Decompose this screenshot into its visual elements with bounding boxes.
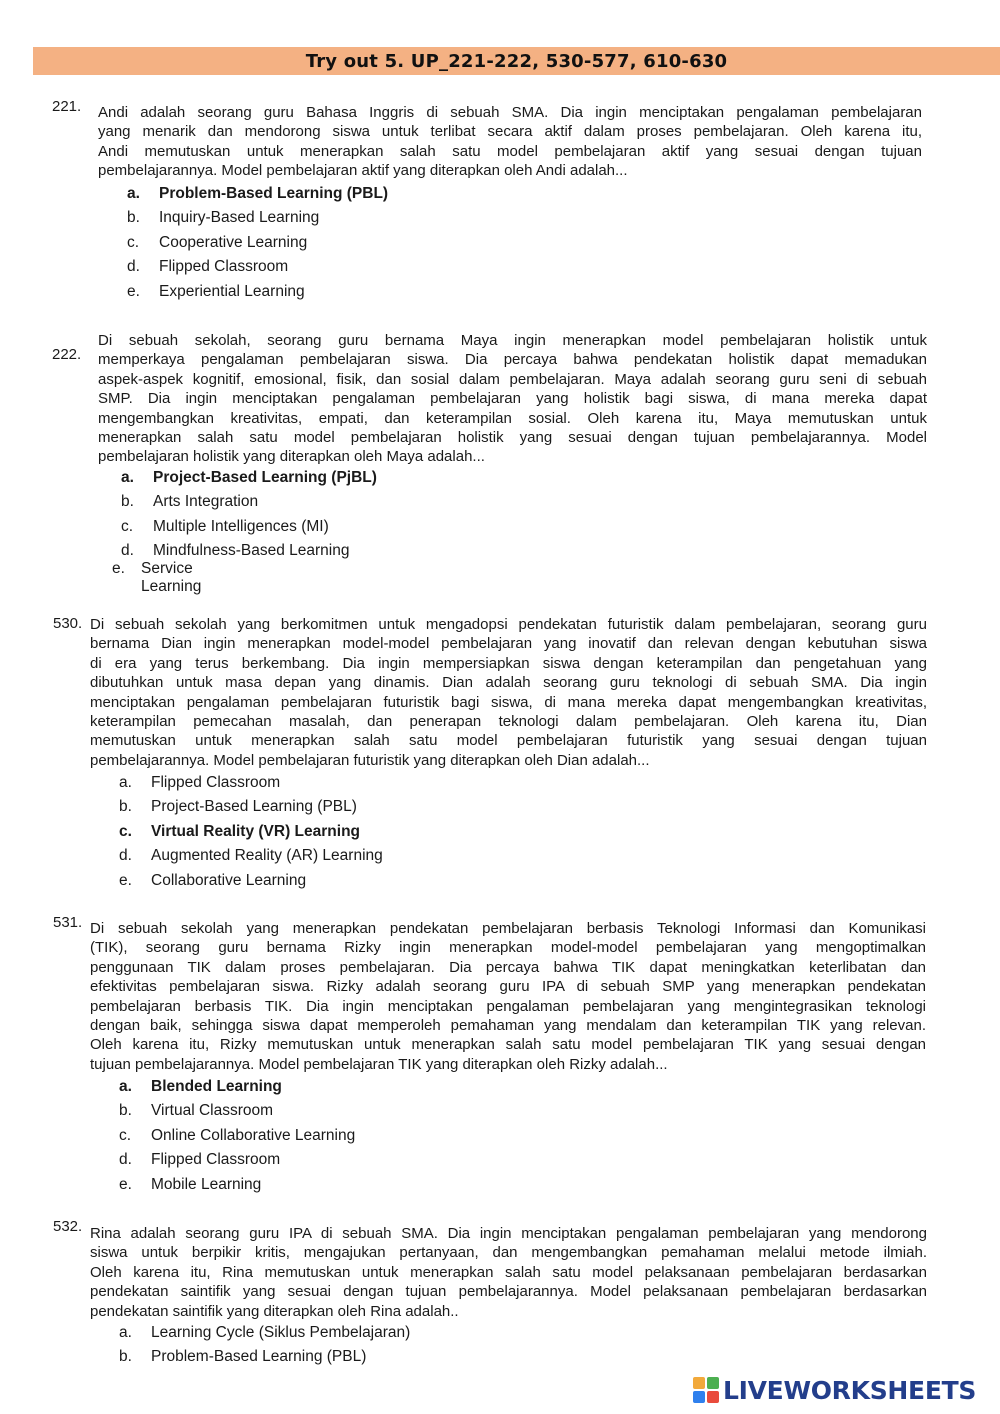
option-letter: a. (127, 185, 140, 202)
option-c[interactable] (119, 820, 383, 844)
stem-line: efektivitas pembelajaran siswa. Rizky adalah seorang guru IPA di sebuah SMP yang menerapkan pendekatan (90, 978, 926, 996)
stem-line: penggunaan TIK dalam proses pembelajaran. Dia percaya bahwa TIK dapat meningkatkan keterlibatan dan (90, 958, 926, 976)
stem-line: tujuan pembelajarannya. Model pembelajaran TIK yang diterapkan oleh Rizky adalah... (90, 1055, 668, 1073)
question-stem (98, 103, 922, 181)
option-b[interactable] (127, 206, 388, 230)
option-text: Experiential Learning (159, 282, 305, 300)
page-title: Try out 5. UP_221-222, 530-577, 610-630 (305, 50, 728, 72)
stem-line: (TIK), seorang guru bernama Rizky ingin menerapkan model-model pembelajaran yang mengoptimalkan (90, 939, 926, 957)
option-letter: e. (127, 282, 140, 300)
option-e[interactable] (119, 869, 383, 893)
stem-line: bernama Dian ingin menerapkan model-model pembelajaran yang inovatif dan relevan dengan kebutuhan siswa (90, 635, 927, 653)
stem-line: Andi memutuskan untuk menerapkan salah satu model pembelajaran aktif yang sesuai dengan tujuan (98, 142, 922, 160)
question-number: 222. (52, 346, 82, 363)
option-text: Inquiry-Based Learning (159, 209, 320, 227)
option-letter: a. (121, 469, 134, 486)
option-letter: b. (119, 1102, 132, 1120)
stem-line: pembelajarannya. Model pembelajaran futuristik yang diterapkan oleh Dian adalah... (90, 751, 650, 769)
option-letter: c. (119, 822, 132, 840)
option-text: Problem-Based Learning (PBL) (159, 185, 389, 202)
option-letter: a. (119, 1324, 132, 1341)
stem-line: menerapkan salah satu model pembelajaran holistik yang sesuai dengan tujuan pembelajarannya. Model (98, 429, 927, 447)
option-letter: a. (119, 1078, 132, 1095)
option-d[interactable] (119, 844, 383, 868)
option-text: Service (141, 560, 193, 577)
stem-line: dibutuhkan untuk masa depan yang dinamis. Dian adalah seorang guru teknologi di sebuah SMA. Dia ingin (90, 674, 927, 692)
option-text: Augmented Reality (AR) Learning (151, 847, 383, 865)
option-e[interactable] (119, 1173, 355, 1197)
option-c[interactable] (127, 231, 388, 255)
option-text: Flipped Classroom (151, 1151, 281, 1169)
option-text: Online Collaborative Learning (151, 1126, 356, 1144)
options-list (119, 1075, 355, 1197)
stem-line: mengembangkan kreativitas, empati, dan keterampilan sosial. Oleh karena itu, Maya memutuskan untuk (98, 409, 927, 427)
option-e[interactable] (112, 560, 201, 595)
stem-line: pembelajaran holistik yang diterapkan oleh Maya adalah... (98, 448, 485, 466)
option-text: Blended Learning (151, 1078, 282, 1095)
option-a[interactable] (121, 466, 377, 490)
option-text: Mindfulness-Based Learning (153, 542, 350, 560)
stem-line: memperkaya pengalaman pembelajaran siswa. Dia percaya bahwa pendekatan holistik dapat memadukan (98, 351, 927, 369)
options-list (119, 1321, 410, 1370)
question-number: 532. (53, 1218, 83, 1235)
option-text: Virtual Classroom (151, 1102, 274, 1120)
option-text: Cooperative Learning (159, 233, 308, 251)
option-b[interactable] (119, 1345, 410, 1369)
question-stem (90, 615, 927, 770)
question-number: 530. (53, 615, 83, 632)
stem-line: Rina adalah seorang guru IPA di sebuah SMA. Dia ingin menciptakan pengalaman pembelajaran yang mendorong (90, 1225, 927, 1242)
option-b[interactable] (121, 490, 377, 514)
logo-icon (693, 1377, 719, 1403)
stem-line: Andi adalah seorang guru Bahasa Inggris di sebuah SMA. Dia ingin menciptakan pengalaman pembelajaran (98, 104, 922, 121)
option-letter: e. (119, 871, 132, 889)
stem-line: Di sebuah sekolah yang berkomitmen untuk mengadopsi pendekatan futuristik dalam pembelajaran, seorang guru (90, 616, 927, 633)
option-text: Flipped Classroom (159, 258, 289, 276)
option-letter: b. (121, 493, 134, 511)
option-text: Arts Integration (153, 493, 259, 511)
stem-line: pembelajarannya. Model pembelajaran aktif yang diterapkan oleh Andi adalah... (98, 162, 628, 180)
option-text: Learning Cycle (Siklus Pembelajaran) (151, 1324, 411, 1341)
option-d[interactable] (119, 1148, 355, 1172)
stem-line: Di sebuah sekolah yang menerapkan pendekatan pembelajaran berbasis Teknologi Informasi dan Komunikasi (90, 920, 926, 937)
stem-line: pembelajaran berbasis TIK. Dia ingin menciptakan pengalaman pembelajaran yang mengintegrasikan teknologi (90, 997, 926, 1015)
option-a[interactable] (119, 1075, 355, 1099)
logo-square (693, 1377, 705, 1389)
brand-name: LIVEWORKSHEETS (723, 1375, 977, 1405)
stem-line: pendekatan saintifik yang sesuai dengan tujuan pembelajarannya. Model pelaksanaan pembelajaran berdasarkan (90, 1283, 927, 1301)
stem-line: memutuskan untuk menerapkan salah satu model pembelajaran futuristik yang sesuai dengan tujuan (90, 732, 927, 750)
option-a[interactable] (119, 1321, 410, 1345)
option-text: Multiple Intelligences (MI) (153, 517, 329, 535)
stem-line: pendekatan saintifik yang diterapkan oleh Rina adalah.. (90, 1302, 459, 1320)
option-letter: b. (119, 798, 132, 816)
options-list (119, 771, 383, 893)
question-number: 531. (53, 914, 83, 931)
liveworksheets-logo[interactable] (693, 1374, 976, 1406)
option-letter: e. (112, 560, 125, 577)
logo-square (707, 1391, 719, 1403)
stem-line: Oleh karena itu, Rizky memutuskan untuk menerapkan salah satu model pembelajaran TIK yang sesuai dengan (90, 1036, 926, 1054)
stem-line: Di sebuah sekolah, seorang guru bernama Maya ingin menerapkan model pembelajaran holistik untuk (98, 332, 927, 349)
option-text: Project-Based Learning (PBL) (151, 798, 357, 816)
option-letter: e. (119, 1175, 132, 1193)
question-number: 221. (52, 98, 82, 115)
logo-square (693, 1391, 705, 1403)
option-a[interactable] (119, 771, 383, 795)
header-bar (33, 47, 1000, 75)
stem-line: keterampilan pemecahan masalah, dan penerapan teknologi dalam pembelajaran. Oleh karena itu, Dian (90, 713, 927, 731)
option-letter: d. (127, 258, 140, 276)
stem-line: di era yang terus berkembang. Dia ingin mempersiapkan siswa dengan keterampilan dan pengetahuan yang (90, 654, 927, 672)
option-letter: d. (121, 542, 134, 560)
option-letter: b. (127, 209, 140, 227)
stem-line: menciptakan pengalaman pembelajaran futuristik bagi siswa, di mana mereka dapat mengembangkan kreativitas, (90, 693, 927, 711)
option-text: Learning (141, 577, 202, 595)
option-text: Collaborative Learning (151, 871, 307, 889)
option-b[interactable] (119, 1099, 355, 1123)
option-e[interactable] (127, 280, 388, 304)
question-stem (90, 919, 926, 1074)
option-letter: c. (121, 517, 134, 535)
option-d[interactable] (127, 255, 388, 279)
stem-line: siswa untuk berpikir kritis, mengajukan pertanyaan, dan mengembangkan pemahaman melalui metode ilmiah. (90, 1244, 927, 1262)
option-text: Mobile Learning (151, 1175, 262, 1193)
option-text: Project-Based Learning (PjBL) (153, 469, 377, 486)
options-list (121, 466, 377, 564)
logo-square (707, 1377, 719, 1389)
option-letter: c. (127, 233, 140, 251)
option-letter: d. (119, 1151, 132, 1169)
option-letter: d. (119, 847, 132, 865)
option-c[interactable] (119, 1124, 355, 1148)
stem-line: SMP. Dia ingin menciptakan pengalaman pembelajaran yang holistik bagi siswa, di mana mereka dapat (98, 390, 927, 408)
option-letter: a. (119, 774, 132, 791)
option-text: Problem-Based Learning (PBL) (151, 1348, 367, 1366)
option-text: Flipped Classroom (151, 774, 281, 791)
question-stem (90, 1224, 927, 1321)
option-text: Virtual Reality (VR) Learning (151, 822, 361, 840)
stem-line: dengan baik, sehingga siswa dapat memperoleh pemahaman yang mendalam dan keterampilan TIK yang relevan. (90, 1017, 926, 1035)
option-letter: c. (119, 1126, 132, 1144)
options-list (127, 182, 388, 304)
stem-line: yang menarik dan mendorong siswa untuk terlibat secara aktif dalam proses pembelajaran. Oleh karena itu, (98, 123, 922, 141)
option-c[interactable] (121, 515, 377, 539)
option-b[interactable] (119, 795, 383, 819)
option-letter: b. (119, 1348, 132, 1366)
option-a[interactable] (127, 182, 388, 206)
question-stem (98, 331, 927, 467)
stem-line: Oleh karena itu, Rina memutuskan untuk menerapkan salah satu model pelaksanaan pembelajaran berdasarkan (90, 1263, 927, 1281)
stem-line: aspek-aspek kognitif, emosional, fisik, dan sosial dalam pembelajaran. Maya adalah seorang guru seni di sebuah (98, 370, 927, 388)
